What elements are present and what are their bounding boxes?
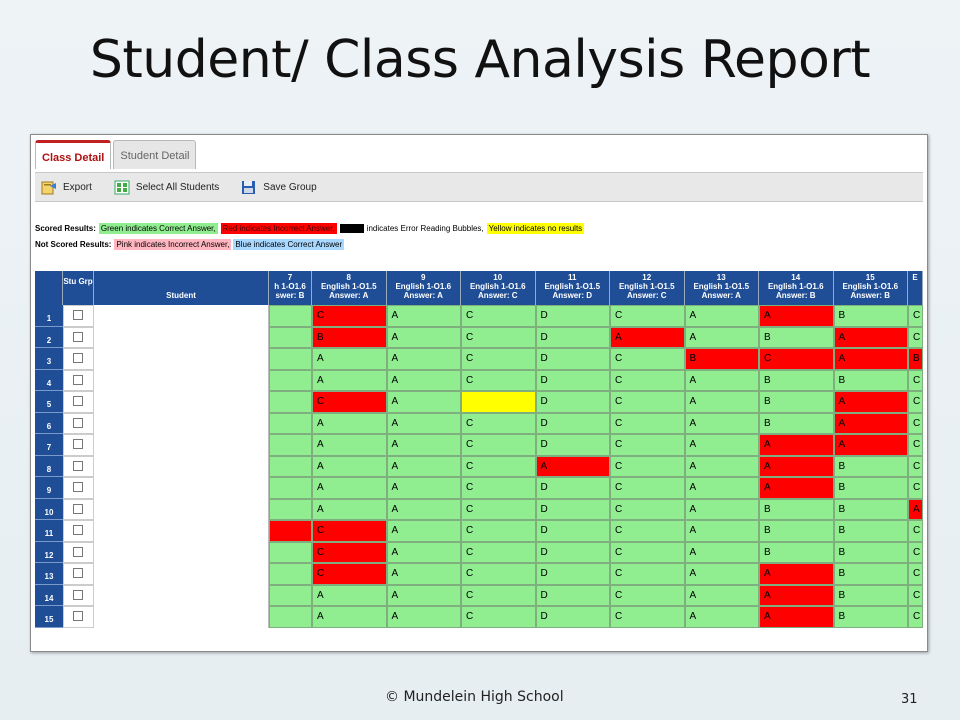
row-number: 14 [35,585,63,607]
legend-pink: Pink indicates Incorrect Answer, [116,240,230,249]
header-row-number [35,271,63,305]
tab-bar [35,140,198,170]
answer-cell: A [834,413,909,435]
answer-cell: A [387,391,462,413]
header-question-7 [685,271,760,305]
student-select-checkbox[interactable] [73,375,83,385]
answer-cell: C [461,606,536,628]
report-screenshot [30,134,928,652]
legend-red: Red indicates Incorrect Answer, [222,224,335,233]
answer-cell [269,499,312,521]
answer-cell: C [908,305,923,327]
answer-cell: C [610,477,685,499]
answer-cell: C [610,542,685,564]
answer-cell [269,520,312,542]
answer-cell: A [610,327,685,349]
answer-cell: C [908,563,923,585]
answer-cell: D [536,413,611,435]
export-button[interactable] [41,180,92,195]
student-name-cell [94,520,269,542]
answer-cell: A [834,434,909,456]
answer-cell: A [312,348,387,370]
header-question-5 [536,271,611,305]
answer-cell: A [834,391,909,413]
answer-cell: A [685,327,760,349]
legend-not-scored [35,239,344,250]
answer-cell [269,585,312,607]
student-select-checkbox[interactable] [73,353,83,363]
student-name-cell [94,585,269,607]
select-all-label: Select All Students [135,181,220,193]
student-name-cell [94,327,269,349]
answer-cell: C [610,413,685,435]
row-number: 2 [35,327,63,349]
answer-cell: A [387,563,462,585]
answer-cell [269,413,312,435]
answer-cell: C [908,606,923,628]
header-question-line1: 10 [493,273,503,282]
header-question-10 [908,271,923,305]
header-question-line3: Answer: C [626,291,667,300]
select-all-icon [114,180,130,195]
stu-grp-cell [63,520,94,542]
answer-cell: B [834,520,909,542]
answer-cell: C [312,391,387,413]
header-question-line2: h 1-O1.6 [274,282,306,291]
answer-cell: C [610,585,685,607]
stu-grp-cell [63,370,94,392]
student-name-cell [94,563,269,585]
answer-cell: D [536,499,611,521]
answer-cell: B [759,542,834,564]
answer-cell [269,606,312,628]
answer-cell: C [461,563,536,585]
answer-cell [269,542,312,564]
header-question-line1: 15 [865,273,875,282]
stu-grp-cell [63,477,94,499]
student-select-checkbox[interactable] [73,590,83,600]
header-question-line2: English 1-O1.6 [469,282,526,291]
answer-cell [269,305,312,327]
answer-cell: C [908,542,923,564]
answer-cell [269,563,312,585]
stu-grp-cell [63,348,94,370]
answer-cell: C [610,348,685,370]
select-all-students-button[interactable] [114,180,219,195]
answer-cell: C [610,499,685,521]
student-name-cell [94,370,269,392]
header-question-line2: English 1-O1.5 [693,282,750,291]
answer-cell: C [610,434,685,456]
student-select-checkbox[interactable] [73,461,83,471]
answer-cell: C [461,348,536,370]
row-number: 9 [35,477,63,499]
legend-green: Green indicates Correct Answer, [100,224,216,233]
answer-cell [269,327,312,349]
answer-cell: A [312,606,387,628]
answer-cell: D [536,348,611,370]
answer-cell: D [536,563,611,585]
header-question-line2: English 1-O1.5 [618,282,675,291]
answer-cell: D [536,305,611,327]
answer-cell: D [536,585,611,607]
answer-cell: A [685,305,760,327]
answer-cell: B [834,456,909,478]
header-question-3 [387,271,462,305]
not-scored-results-label: Not Scored Results: [35,240,112,249]
toolbar [35,172,923,202]
header-question-line3: Answer: B [850,291,891,300]
answer-cell: C [461,456,536,478]
header-question-line2: English 1-O1.5 [544,282,601,291]
header-question-line2: English 1-O1.6 [842,282,899,291]
answer-cell: C [461,542,536,564]
student-select-checkbox[interactable] [73,482,83,492]
legend-yellow: Yellow indicates no results [488,224,583,233]
header-question-line3: Answer: C [477,291,518,300]
student-name-cell [94,434,269,456]
answer-cell: A [312,413,387,435]
student-name-cell [94,391,269,413]
student-select-checkbox[interactable] [73,396,83,406]
answer-cell: A [387,305,462,327]
answer-cell: A [685,477,760,499]
answer-cell: A [759,434,834,456]
row-number: 3 [35,348,63,370]
answer-cell: A [685,391,760,413]
answer-cell [269,456,312,478]
stu-grp-cell [63,606,94,628]
answer-cell: B [908,348,923,370]
legend-error: indicates Error Reading Bubbles, [366,224,484,233]
answer-cell: B [759,413,834,435]
stu-grp-cell [63,413,94,435]
header-question-line2: English 1-O1.6 [395,282,452,291]
answer-cell: A [759,585,834,607]
answer-cell: A [759,305,834,327]
student-name-cell [94,499,269,521]
answer-cell: C [610,456,685,478]
answer-cell: A [387,477,462,499]
answer-cell [269,391,312,413]
answer-cell: A [312,434,387,456]
answer-cell: B [685,348,760,370]
answer-cell: A [312,456,387,478]
answer-cell: B [834,477,909,499]
answer-cell: C [610,391,685,413]
header-question-line3: Answer: B [775,291,816,300]
answer-cell [269,477,312,499]
row-number: 15 [35,606,63,628]
answer-cell: C [461,370,536,392]
answer-cell: A [685,499,760,521]
row-number: 11 [35,520,63,542]
answer-cell: A [685,520,760,542]
row-number: 4 [35,370,63,392]
row-number: 13 [35,563,63,585]
save-group-label: Save Group [263,181,317,193]
stu-grp-cell [63,327,94,349]
answer-cell: C [461,477,536,499]
stu-grp-cell [63,434,94,456]
header-stu-grp: Stu Grp [63,271,94,305]
student-name-cell [94,413,269,435]
stu-grp-cell [63,542,94,564]
answer-cell: C [908,391,923,413]
answer-cell: A [312,585,387,607]
stu-grp-cell [63,456,94,478]
answer-cell: A [685,606,760,628]
student-select-checkbox[interactable] [73,310,83,320]
header-question-line1: 8 [346,273,351,282]
answer-cell: A [387,499,462,521]
stu-grp-cell [63,499,94,521]
answer-cell: A [387,370,462,392]
answer-cell [269,348,312,370]
answer-cell: B [759,327,834,349]
student-name-cell [94,477,269,499]
answer-cell: A [387,456,462,478]
tab-class-detail[interactable]: Class Detail [35,140,111,169]
student-name-cell [94,305,269,327]
answer-cell: A [685,542,760,564]
answer-cell: A [685,413,760,435]
header-question-line1: 14 [791,273,801,282]
student-select-checkbox[interactable] [73,504,83,514]
answer-cell: C [610,606,685,628]
row-number: 5 [35,391,63,413]
header-question-line3: swer: B [275,291,305,300]
answer-cell: C [908,456,923,478]
answer-cell: A [387,520,462,542]
answer-cell: C [610,520,685,542]
answer-cell: C [610,305,685,327]
answer-cell: C [610,563,685,585]
answer-cell: D [536,370,611,392]
header-question-6 [610,271,685,305]
answer-cell [269,434,312,456]
answer-cell: D [536,477,611,499]
answer-cell: C [461,585,536,607]
stu-grp-cell [63,563,94,585]
answer-cell: D [536,542,611,564]
answer-cell: B [834,499,909,521]
header-question-line1: 12 [642,273,652,282]
answer-cell: A [834,327,909,349]
answer-cell: A [834,348,909,370]
student-select-checkbox[interactable] [73,568,83,578]
answer-cell: A [387,606,462,628]
answer-cell: A [759,606,834,628]
header-question-9 [834,271,909,305]
answer-cell: A [312,499,387,521]
header-question-line1: 9 [421,273,426,282]
export-icon [41,180,57,195]
header-question-line1: 13 [716,273,726,282]
answer-cell: C [312,563,387,585]
answer-cell: D [536,520,611,542]
answer-cell: B [759,370,834,392]
answer-cell: C [908,520,923,542]
row-number: 10 [35,499,63,521]
header-question-line2: English 1-O1.6 [767,282,824,291]
answer-cell: C [908,370,923,392]
export-label: Export [63,181,92,193]
answer-cell: C [312,520,387,542]
answer-cell: B [834,563,909,585]
header-question-line3: Answer: D [552,291,593,300]
header-question-1 [269,271,312,305]
legend-black-swatch [340,224,364,233]
answer-cell: C [908,585,923,607]
answer-cell: C [461,520,536,542]
student-select-checkbox[interactable] [73,439,83,449]
answer-cell: A [685,370,760,392]
answer-cell: C [908,434,923,456]
save-group-button[interactable] [241,180,316,195]
header-question-line2: E [912,273,918,282]
legend-scored [35,223,584,234]
answer-cell: B [834,585,909,607]
answer-cell: D [536,391,611,413]
student-select-checkbox[interactable] [73,547,83,557]
stu-grp-cell [63,391,94,413]
answer-cell: A [312,370,387,392]
floppy-disk-icon [241,180,257,195]
header-question-line1: 11 [568,273,577,282]
answer-cell: B [834,606,909,628]
page-number: 31 [901,692,918,707]
answer-cell: C [461,499,536,521]
student-name-cell [94,456,269,478]
footer-copyright: © Mundelein High School [385,689,564,705]
answer-cell: A [685,456,760,478]
answer-cell: B [312,327,387,349]
answer-cell: A [387,542,462,564]
header-question-8 [759,271,834,305]
answer-cell: A [759,563,834,585]
answer-cell: C [312,542,387,564]
answer-cell: C [759,348,834,370]
row-number: 8 [35,456,63,478]
answer-cell: C [908,477,923,499]
answer-cell: A [685,585,760,607]
answer-cell: C [461,305,536,327]
answer-cell: A [387,327,462,349]
answer-cell: C [908,413,923,435]
header-question-4 [461,271,536,305]
header-question-2 [312,271,387,305]
row-number: 12 [35,542,63,564]
slide-title: Student/ Class Analysis Report [89,30,871,90]
answer-cell: B [834,542,909,564]
answer-cell: A [387,585,462,607]
header-student: Student [94,271,269,305]
answer-cell: B [759,499,834,521]
header-question-line1: 7 [287,273,293,282]
stu-grp-cell [63,585,94,607]
answer-cell: A [759,456,834,478]
scored-results-label: Scored Results: [35,224,96,233]
answer-cell: A [759,477,834,499]
answer-cell: A [536,456,611,478]
row-number: 6 [35,413,63,435]
answer-cell [269,370,312,392]
answer-cell: D [536,327,611,349]
student-name-cell [94,606,269,628]
answer-cell: C [312,305,387,327]
answer-cell: B [759,520,834,542]
answer-cell: C [461,327,536,349]
student-select-checkbox[interactable] [73,611,83,621]
answer-cell: C [908,327,923,349]
tab-student-detail[interactable]: Student Detail [113,140,196,169]
answer-cell: B [759,391,834,413]
header-question-line3: Answer: A [701,291,741,300]
student-select-checkbox[interactable] [73,525,83,535]
student-name-cell [94,542,269,564]
stu-grp-cell [63,305,94,327]
answer-cell: B [834,370,909,392]
header-question-line2: English 1-O1.5 [320,282,377,291]
answer-cell: C [461,434,536,456]
answer-cell: A [387,413,462,435]
answer-cell: D [536,606,611,628]
row-number: 7 [35,434,63,456]
answer-cell: A [685,563,760,585]
answer-cell: C [610,370,685,392]
header-question-line3: Answer: A [329,291,369,300]
answer-cell: B [834,305,909,327]
legend-blue: Blue indicates Correct Answer [235,240,343,249]
header-question-line3: Answer: A [403,291,443,300]
answer-cell: A [312,477,387,499]
answer-cell [461,391,536,413]
answer-cell: A [387,434,462,456]
student-name-cell [94,348,269,370]
student-select-checkbox[interactable] [73,332,83,342]
student-select-checkbox[interactable] [73,418,83,428]
answer-cell: D [536,434,611,456]
answer-cell: C [461,413,536,435]
row-number: 1 [35,305,63,327]
answer-cell: A [908,499,923,521]
answer-cell: A [387,348,462,370]
answer-cell: A [685,434,760,456]
